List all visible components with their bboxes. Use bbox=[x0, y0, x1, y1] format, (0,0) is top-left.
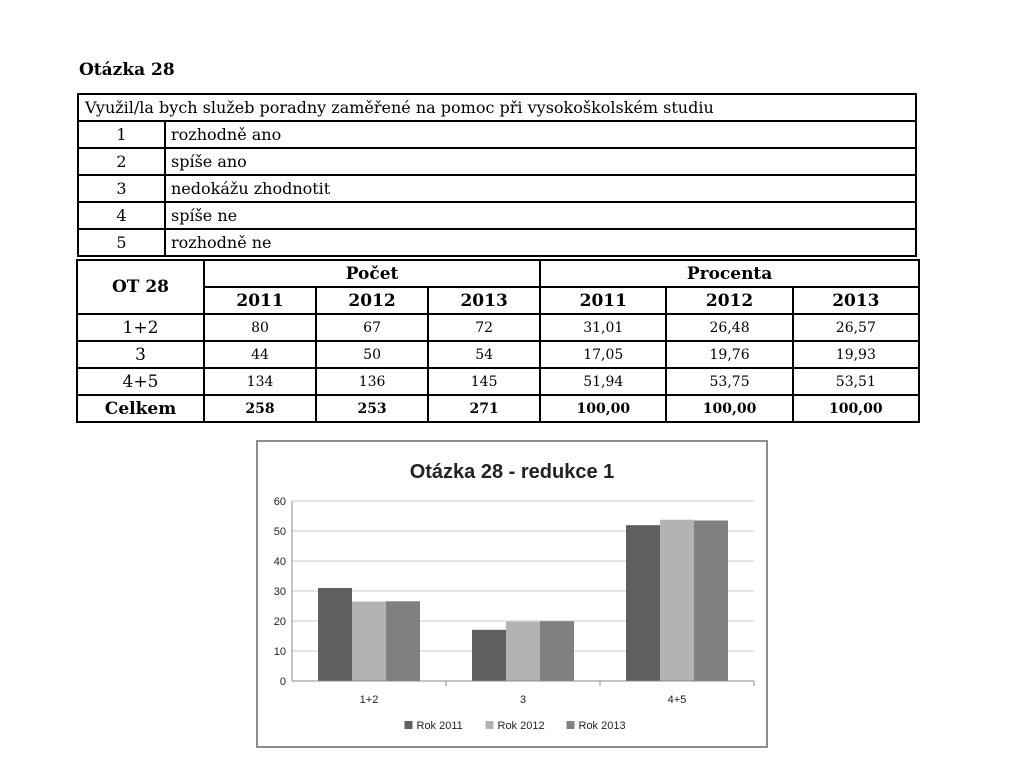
bar bbox=[472, 630, 506, 681]
total-row bbox=[77, 395, 919, 422]
option-row bbox=[78, 148, 916, 175]
x-tick-label: 1+2 bbox=[359, 694, 379, 706]
y-tick-label: 10 bbox=[273, 646, 286, 658]
percent-cell: 100,00 bbox=[793, 395, 919, 422]
percent-cell: 26,48 bbox=[666, 314, 792, 341]
table-row bbox=[77, 341, 919, 368]
results-header-row bbox=[77, 260, 919, 287]
option-row bbox=[78, 229, 916, 256]
count-cell: 67 bbox=[316, 314, 428, 341]
option-text: nedokážu zhodnotit bbox=[165, 175, 916, 202]
bar bbox=[694, 520, 728, 681]
percent-cell: 53,51 bbox=[793, 368, 919, 395]
legend-swatch bbox=[486, 721, 494, 729]
question-text: Využil/la bych služeb poradny zaměřené na pomoc při vysokoškolském studiu bbox=[78, 94, 916, 121]
count-group-header: Počet bbox=[204, 260, 540, 287]
count-cell: 44 bbox=[204, 341, 316, 368]
percent-cell: 31,01 bbox=[540, 314, 666, 341]
option-number: 5 bbox=[78, 229, 165, 256]
percent-cell: 26,57 bbox=[793, 314, 919, 341]
y-tick-label: 0 bbox=[279, 676, 286, 688]
question-table bbox=[77, 93, 917, 257]
option-number: 4 bbox=[78, 202, 165, 229]
year-header: 2011 bbox=[540, 287, 666, 314]
results-table bbox=[76, 259, 920, 423]
percent-cell: 53,75 bbox=[666, 368, 792, 395]
legend-label: Rok 2013 bbox=[578, 720, 626, 732]
percent-cell: 100,00 bbox=[540, 395, 666, 422]
legend-swatch bbox=[567, 721, 575, 729]
chart-title: Otázka 28 - redukce 1 bbox=[409, 461, 615, 483]
legend-swatch bbox=[405, 721, 413, 729]
row-label: 3 bbox=[77, 341, 204, 368]
count-cell: 253 bbox=[316, 395, 428, 422]
count-cell: 271 bbox=[428, 395, 540, 422]
x-tick-label: 4+5 bbox=[667, 694, 687, 706]
bar bbox=[318, 588, 352, 681]
option-text: rozhodně ano bbox=[165, 121, 916, 148]
year-header: 2011 bbox=[204, 287, 316, 314]
option-number: 2 bbox=[78, 148, 165, 175]
percent-cell: 19,93 bbox=[793, 341, 919, 368]
count-cell: 134 bbox=[204, 368, 316, 395]
count-cell: 136 bbox=[316, 368, 428, 395]
bar-chart-svg bbox=[258, 442, 766, 746]
option-text: spíše ano bbox=[165, 148, 916, 175]
percent-cell: 51,94 bbox=[540, 368, 666, 395]
count-cell: 54 bbox=[428, 341, 540, 368]
y-tick-label: 30 bbox=[273, 586, 286, 598]
x-tick-label: 3 bbox=[519, 694, 527, 706]
bar bbox=[352, 602, 386, 681]
count-cell: 80 bbox=[204, 314, 316, 341]
count-cell: 258 bbox=[204, 395, 316, 422]
row-label: 1+2 bbox=[77, 314, 204, 341]
option-row bbox=[78, 175, 916, 202]
legend-label: Rok 2012 bbox=[497, 720, 545, 732]
table-corner-label: OT 28 bbox=[77, 260, 204, 314]
option-number: 3 bbox=[78, 175, 165, 202]
option-text: spíše ne bbox=[165, 202, 916, 229]
count-cell: 72 bbox=[428, 314, 540, 341]
percent-cell: 19,76 bbox=[666, 341, 792, 368]
table-row bbox=[77, 368, 919, 395]
option-row bbox=[78, 202, 916, 229]
bar bbox=[660, 520, 694, 681]
year-header: 2013 bbox=[428, 287, 540, 314]
y-tick-label: 20 bbox=[273, 616, 286, 628]
bar-chart bbox=[256, 440, 768, 748]
count-cell: 145 bbox=[428, 368, 540, 395]
percent-group-header: Procenta bbox=[540, 260, 919, 287]
percent-cell: 17,05 bbox=[540, 341, 666, 368]
bar bbox=[626, 525, 660, 681]
results-year-row bbox=[77, 287, 919, 314]
page-heading: Otázka 28 bbox=[79, 60, 175, 80]
bar bbox=[386, 601, 420, 681]
option-row bbox=[78, 121, 916, 148]
year-header: 2012 bbox=[316, 287, 428, 314]
table-row bbox=[77, 314, 919, 341]
option-text: rozhodně ne bbox=[165, 229, 916, 256]
option-number: 1 bbox=[78, 121, 165, 148]
row-label: Celkem bbox=[77, 395, 204, 422]
y-tick-label: 50 bbox=[273, 526, 286, 538]
row-label: 4+5 bbox=[77, 368, 204, 395]
percent-cell: 100,00 bbox=[666, 395, 792, 422]
legend-label: Rok 2011 bbox=[416, 720, 463, 732]
y-tick-label: 40 bbox=[273, 556, 286, 568]
y-tick-label: 60 bbox=[273, 496, 286, 508]
bar bbox=[540, 621, 574, 681]
year-header: 2012 bbox=[666, 287, 792, 314]
year-header: 2013 bbox=[793, 287, 919, 314]
bar bbox=[506, 622, 540, 681]
count-cell: 50 bbox=[316, 341, 428, 368]
question-row bbox=[78, 94, 916, 121]
